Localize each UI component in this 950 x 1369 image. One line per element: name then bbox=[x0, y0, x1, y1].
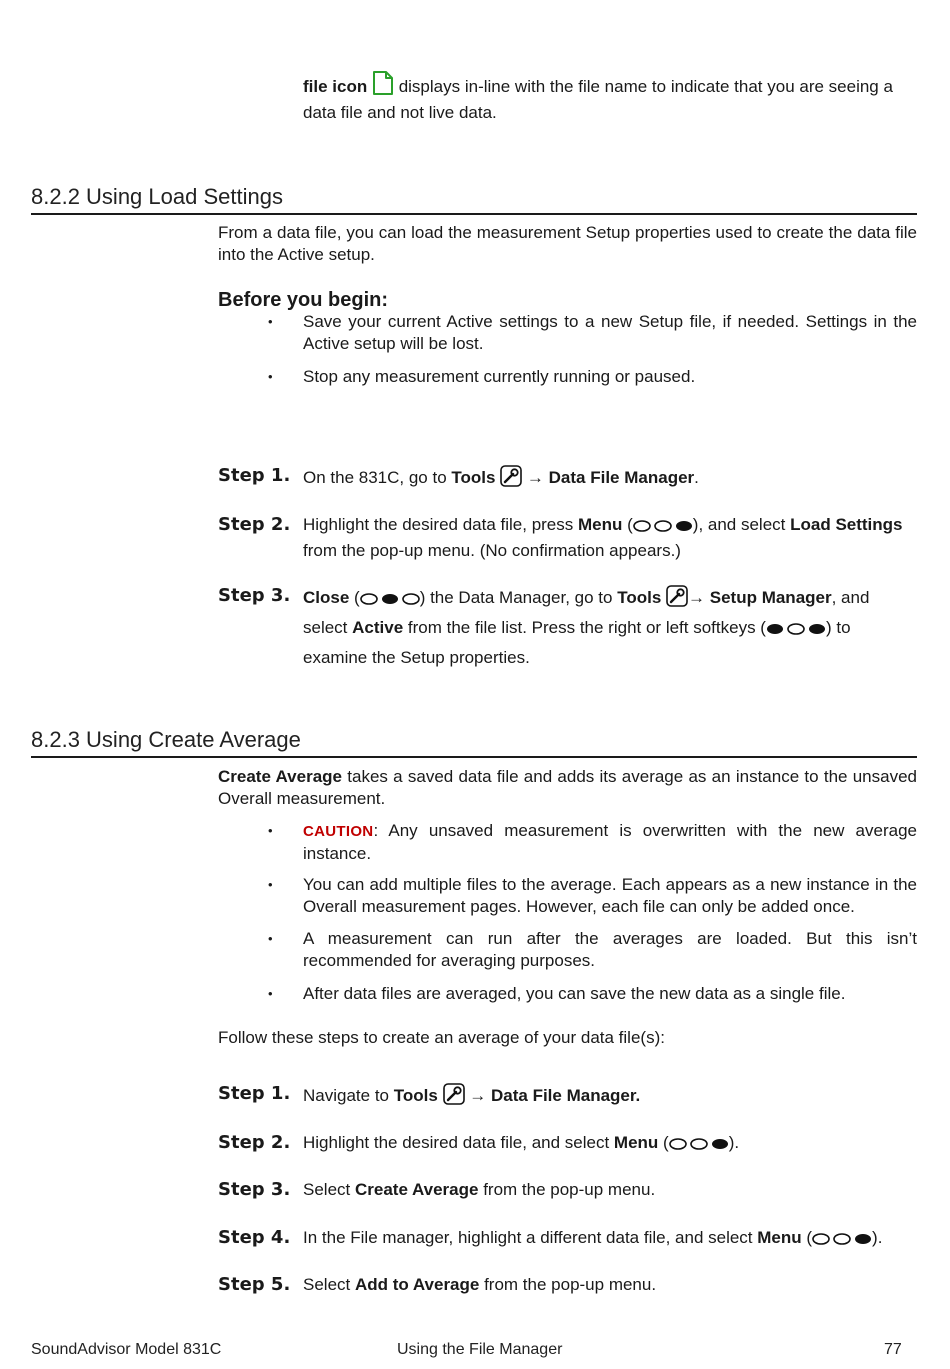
tools-icon bbox=[666, 585, 688, 615]
softkey-center-icon bbox=[360, 589, 420, 615]
tools-icon bbox=[500, 465, 522, 493]
footer-product-name: SoundAdvisor Model 831C bbox=[31, 1341, 222, 1358]
step-2-text: Highlight the desired data file, press Menu ( ), and select Load Settings from the pop-up menu. (No confirmation appears.) bbox=[303, 515, 903, 560]
section-heading-create-average: 8.2.3 Using Create Average bbox=[31, 726, 917, 758]
step-label: Step 5. bbox=[218, 1274, 291, 1295]
step-label: Step 2. bbox=[218, 1132, 291, 1153]
softkey-right-icon bbox=[633, 518, 693, 540]
step-label: Step 1. bbox=[218, 465, 291, 486]
step-label: Step 2. bbox=[218, 514, 291, 535]
caution-label: CAUTION bbox=[303, 823, 374, 840]
ca-step-2-text: Highlight the desired data file, and select Menu ( ). bbox=[303, 1132, 917, 1158]
create-average-intro: Create Average takes a saved data file and adds its average as an instance to the unsaved Overall measurement. bbox=[218, 767, 917, 808]
ca-step-1-text: Navigate to Tools → Data File Manager. bbox=[303, 1083, 917, 1111]
step-label: Step 4. bbox=[218, 1227, 291, 1248]
load-settings-intro: From a data file, you can load the measurement Setup properties used to create the data file into the Active setup. bbox=[218, 223, 917, 264]
step-3-text: Close ( ) the Data Manager, go to Tools → Setup Manager, and select Active from the file list. Press the right or left softkeys ( ) to examine the Setup properties. bbox=[303, 585, 917, 671]
ca-step-5-text: Select Add to Average from the pop-up menu. bbox=[303, 1275, 657, 1294]
page-number: 77 bbox=[884, 1341, 902, 1358]
bullet-dot: • bbox=[268, 314, 273, 329]
ca-step-4-text: In the File manager, highlight a different data file, and select Menu ( ). bbox=[303, 1227, 917, 1253]
follow-steps-text: Follow these steps to create an average of your data file(s): bbox=[218, 1028, 665, 1047]
bullet-dot: • bbox=[268, 931, 273, 946]
ca-step-3-text: Select Create Average from the pop-up menu. bbox=[303, 1180, 656, 1199]
softkey-sides-icon bbox=[766, 619, 826, 645]
bullet-dot: • bbox=[268, 823, 273, 838]
step-1-text: On the 831C, go to Tools → Data File Manager. bbox=[303, 465, 917, 493]
step-label: Step 1. bbox=[218, 1083, 291, 1104]
intro-lead: file icon bbox=[303, 77, 368, 96]
softkey-right-icon bbox=[812, 1231, 872, 1253]
file-icon bbox=[372, 70, 394, 102]
softkey-right-icon bbox=[669, 1136, 729, 1158]
step-label: Step 3. bbox=[218, 1179, 291, 1200]
bullet-dot: • bbox=[268, 369, 273, 384]
bullet-dot: • bbox=[268, 877, 273, 892]
tools-icon bbox=[443, 1083, 465, 1111]
step-label: Step 3. bbox=[218, 585, 291, 606]
bullet-dot: • bbox=[268, 986, 273, 1001]
section-heading-load-settings: 8.2.2 Using Load Settings bbox=[31, 183, 917, 215]
footer-chapter-title: Using the File Manager bbox=[397, 1341, 563, 1358]
intro-text: displays in-line with the file name to indicate that you are seeing a data file and not live data. bbox=[303, 77, 893, 122]
before-you-begin-heading: Before you begin: bbox=[218, 289, 389, 311]
intro-paragraph bbox=[303, 70, 918, 124]
